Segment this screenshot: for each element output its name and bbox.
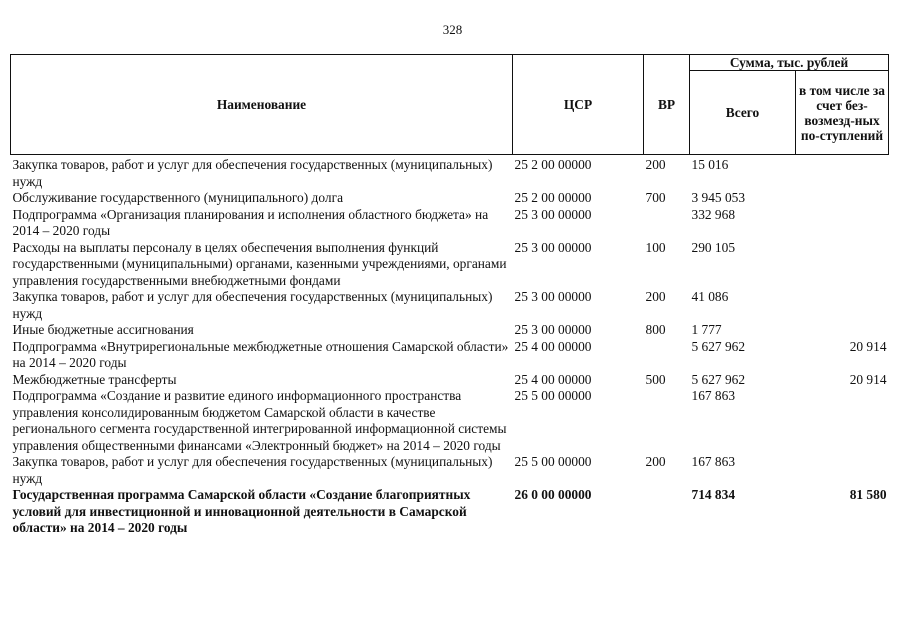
row-total: 5 627 962 — [691, 338, 746, 354]
row-name: Государственная программа Самарской области «Создание благоприятных условий для инвестиционной и инновационной деятельности в Самарской области» на 2014 – 2020 годы — [12, 487, 471, 535]
row-vr — [644, 339, 690, 372]
row-name: Закупка товаров, работ и услуг для обеспечения государственных (муниципальных) нужд — [12, 454, 493, 486]
table-row — [11, 190, 889, 207]
row-free: 20 914 — [849, 371, 887, 387]
table-body — [11, 155, 889, 537]
row-vr — [644, 388, 690, 454]
row-vr: 100 — [645, 239, 666, 255]
row-free — [796, 454, 889, 487]
table-row — [11, 155, 889, 191]
row-total: 167 863 — [691, 454, 736, 469]
row-name: Иные бюджетные ассигнования — [12, 322, 194, 337]
row-name: Подпрограмма «Внутрирегиональные межбюджетные отношения Самарской области» на 2014 – 2020 годы — [12, 338, 509, 370]
table-row — [11, 240, 889, 290]
row-vr: 500 — [645, 371, 666, 387]
row-name: Закупка товаров, работ и услуг для обеспечения государственных (муниципальных) нужд — [12, 157, 493, 189]
row-vr: 200 — [645, 157, 666, 172]
row-free — [796, 155, 889, 191]
header-free: в том числе за счет без-возмезд-ных по-ступлений — [796, 71, 889, 155]
header-amount-group: Сумма, тыс. рублей — [690, 55, 889, 71]
row-vr — [644, 487, 690, 537]
row-free — [796, 322, 889, 339]
table-row — [11, 322, 889, 339]
row-csr: 25 3 00 00000 — [514, 322, 592, 337]
row-csr: 25 2 00 00000 — [514, 157, 592, 172]
table-row — [11, 289, 889, 322]
row-total: 41 086 — [691, 289, 729, 304]
row-total: 290 105 — [691, 239, 736, 255]
row-free: 20 914 — [849, 338, 887, 354]
row-total: 714 834 — [691, 487, 736, 502]
row-free — [796, 190, 889, 207]
row-total: 332 968 — [691, 206, 736, 222]
header-total: Всего — [690, 71, 796, 155]
row-free — [796, 289, 889, 322]
row-free — [796, 240, 889, 290]
row-csr: 25 4 00 00000 — [514, 371, 592, 387]
row-csr: 25 5 00 00000 — [514, 454, 592, 469]
row-total: 3 945 053 — [691, 190, 746, 205]
table-row — [11, 388, 889, 454]
row-csr: 25 3 00 00000 — [514, 289, 592, 304]
header-vr: ВР — [644, 55, 690, 155]
table-row — [11, 372, 889, 389]
table-row — [11, 207, 889, 240]
row-total: 167 863 — [691, 388, 736, 403]
row-total: 5 627 962 — [691, 371, 746, 387]
table-header — [11, 55, 889, 155]
row-name: Подпрограмма «Организация планирования и исполнения областного бюджета» на 2014 – 2020 годы — [12, 206, 489, 238]
row-free: 81 580 — [849, 487, 887, 502]
row-csr: 25 5 00 00000 — [514, 388, 592, 403]
row-total: 1 777 — [691, 322, 722, 337]
header-csr: ЦСР — [513, 55, 644, 155]
row-name: Закупка товаров, работ и услуг для обеспечения государственных (муниципальных) нужд — [12, 289, 493, 321]
row-vr: 700 — [645, 190, 666, 205]
table-row — [11, 454, 889, 487]
row-csr: 26 0 00 00000 — [514, 487, 592, 502]
row-free — [796, 388, 889, 454]
table-row — [11, 487, 889, 537]
row-vr: 200 — [645, 454, 666, 469]
row-name: Межбюджетные трансферты — [12, 371, 177, 387]
page-number: 328 — [442, 22, 463, 37]
table-row — [11, 339, 889, 372]
budget-table — [10, 54, 889, 537]
row-name: Обслуживание государственного (муниципального) долга — [12, 190, 344, 205]
row-free — [796, 207, 889, 240]
row-vr — [644, 207, 690, 240]
row-vr: 800 — [645, 322, 666, 337]
row-total: 15 016 — [691, 157, 729, 172]
row-name: Расходы на выплаты персоналу в целях обеспечения выполнения функций государственными (муниципальными) органами, казенными учреждениями, органами управления государственными внебюджетными фондами — [12, 239, 507, 288]
header-name: Наименование — [11, 55, 513, 155]
row-csr: 25 3 00 00000 — [514, 239, 592, 255]
row-csr: 25 4 00 00000 — [514, 338, 592, 354]
row-csr: 25 2 00 00000 — [514, 190, 592, 205]
row-csr: 25 3 00 00000 — [514, 206, 592, 222]
row-name: Подпрограмма «Создание и развитие единого информационного пространства управления консолидированным бюджетом Самарской области в качестве регионального сегмента государственной интегрированной информационной системы управления общественными финансами «Электронный бюджет» на 2014 – 2020 годы — [12, 388, 507, 453]
row-vr: 200 — [645, 289, 666, 304]
